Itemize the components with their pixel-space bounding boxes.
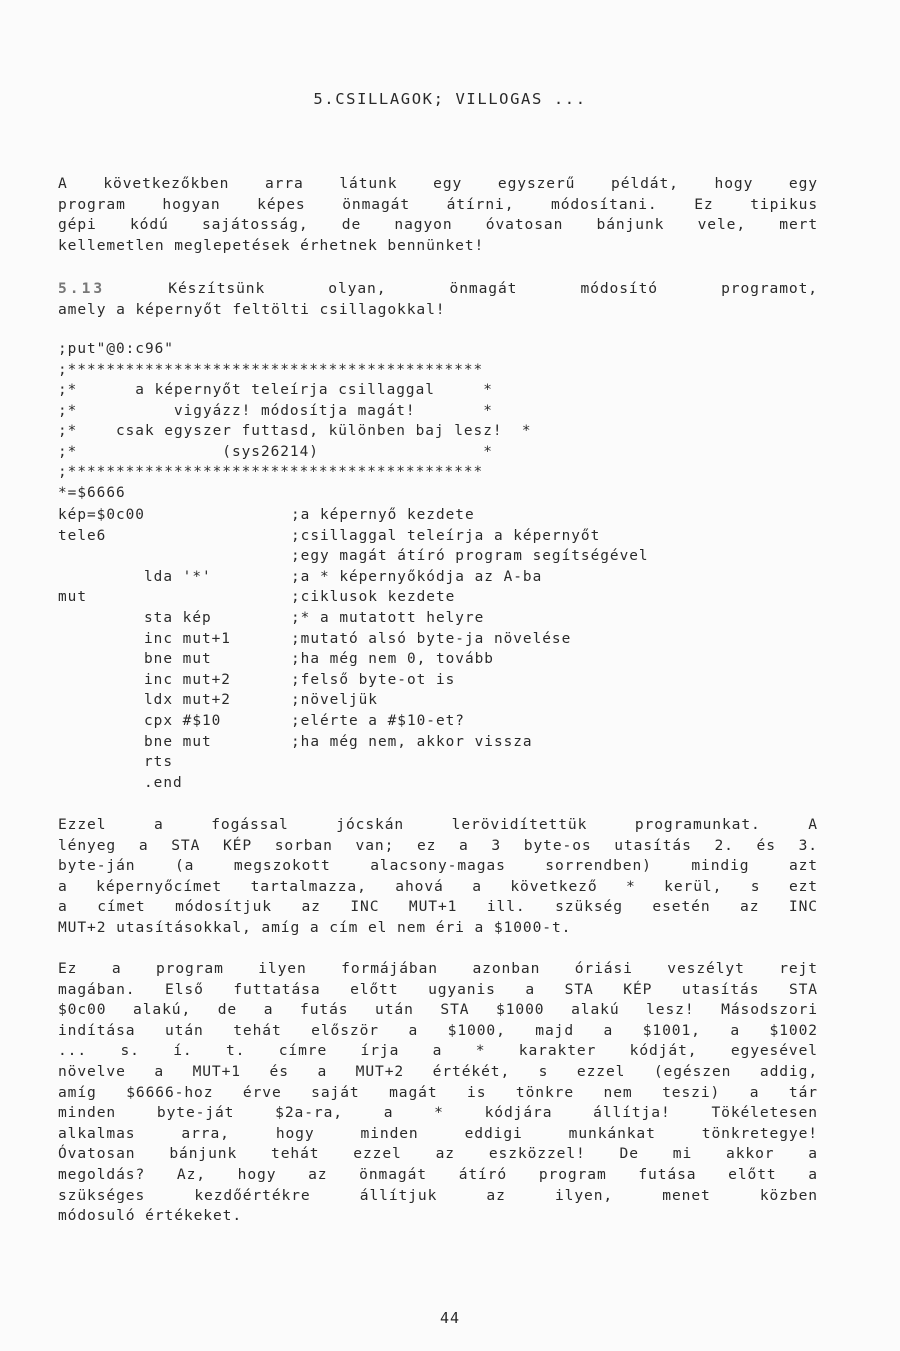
code-instruction: lda '*' <box>144 568 212 585</box>
code-comment: ;a * képernyőkódja az A-ba <box>291 568 543 585</box>
text-line: Ez a program ilyen formájában azonban óriási veszélyt rejt <box>58 960 818 977</box>
text-line: növelve a MUT+1 és a MUT+2 értékét, s ezzel (egészen addig, <box>58 1062 818 1080</box>
text-line: megoldás? Az, hogy az önmagát átíró program futása előtt a <box>58 1165 818 1183</box>
text-line: Ezzel a fogással jócskán lerövidítettük programunkat. A <box>58 816 818 833</box>
text-line: MUT+2 utasításokkal, amíg a cím el nem éri a $1000-t. <box>58 918 572 936</box>
code-instruction: sta kép <box>144 609 212 626</box>
code-line: ;* vigyázz! módosítja magát! * <box>58 402 493 419</box>
text-line: amíg $6666-hoz érve saját magát is tönkre nem teszi) a tár <box>58 1083 818 1101</box>
code-line: ;******************************************* <box>58 361 484 378</box>
page-number: 44 <box>439 1309 461 1327</box>
code-comment: ;* a mutatott helyre <box>291 609 485 626</box>
page-title: 5.CSILLAGOK; VILLOGAS ... <box>313 90 587 108</box>
code-instruction: bne mut <box>144 651 212 668</box>
intro-paragraph <box>58 174 818 256</box>
code-comment: ;mutató alsó byte-ja növelése <box>291 630 572 647</box>
code-instruction: bne mut <box>144 733 212 750</box>
task-paragraph <box>58 279 818 320</box>
text-line: alkalmas arra, hogy minden eddigi munkánkat tönkretegye! <box>58 1124 818 1142</box>
text-line: kellemetlen meglepetések érhetnek bennünket! <box>58 236 485 254</box>
text-line: program hogyan képes önmagát átírni, módosítani. Ez tipikus <box>58 195 818 213</box>
code-instruction: .end <box>144 774 183 791</box>
text-line: a képernyőcímet tartalmazza, ahová a következő * kerül, s ezt <box>58 877 818 895</box>
code-line: *=$6666 <box>58 484 126 501</box>
task-first-line <box>58 279 818 300</box>
code-comment: ;ha még nem 0, tovább <box>291 651 494 668</box>
code-instruction: inc mut+2 <box>144 671 231 688</box>
text-line: Óvatosan bánjunk tehát ezzel az eszközzel! De mi akkor a <box>58 1145 818 1163</box>
text-line: lényeg a STA KÉP sorban van; ez a 3 byte-os utasítás 2. és 3. <box>58 836 818 854</box>
code-comment: ;felső byte-ot is <box>291 671 456 688</box>
code-label: kép=$0c00 <box>58 507 145 523</box>
code-instruction: rts <box>144 754 173 771</box>
text-line: $0c00 alakú, de a futás után STA $1000 alakú lesz! Másodszori <box>58 1001 818 1019</box>
code-comment: ;csillaggal teleírja a képernyőt <box>291 527 601 544</box>
text-line: minden byte-ját $2a-ra, a * kódjára állítja! Tökéletesen <box>58 1104 818 1122</box>
code-instruction: ldx mut+2 <box>144 692 231 709</box>
warning-paragraph <box>58 959 818 1227</box>
text-line: byte-ján (a megszokott alacsony-magas sorrendben) mindig azt <box>58 857 818 875</box>
code-label: mut <box>58 589 87 606</box>
text-line: indítása után tehát először a $1000, majd a $1001, a $1002 <box>58 1021 818 1039</box>
code-line: ;put"@0:c96" <box>58 341 174 357</box>
code-comment: ;növeljük <box>291 692 378 709</box>
code-line: ;* (sys26214) * <box>58 443 493 460</box>
text-line: módosuló értékeket. <box>58 1207 243 1225</box>
text-line: A következőkben arra látunk egy egyszerű példát, hogy egy <box>58 175 818 192</box>
code-comment: ;egy magát átíró program segítségével <box>291 548 649 565</box>
text-line: ... s. í. t. címre írja a * karakter kódját, egyesével <box>58 1042 818 1060</box>
code-comment: ;ha még nem, akkor vissza <box>291 733 533 750</box>
text-line: magában. Első futtatása előtt ugyanis a STA KÉP utasítás STA <box>58 980 818 998</box>
task-number: 5.13 <box>58 280 106 297</box>
code-line: ;******************************************* <box>58 464 484 480</box>
text-line: szükséges kezdőértékre állítjuk az ilyen, menet közben <box>58 1186 818 1204</box>
text-line: gépi kódú sajátosság, de nagyon óvatosan bánjunk vele, mert <box>58 216 818 234</box>
task-text: Készítsünk olyan, önmagát módosító programot, <box>168 280 818 297</box>
code-comment: ;a képernyő kezdete <box>291 507 475 523</box>
text-line: a címet módosítjuk az INC MUT+1 ill. szükség esetén az INC <box>58 898 818 916</box>
code-instruction: cpx #$10 <box>144 712 222 729</box>
code-comment: ;elérte a #$10-et? <box>291 712 465 729</box>
code-line: ;* a képernyőt teleírja csillaggal * <box>58 382 493 398</box>
code-label: tele6 <box>58 527 107 544</box>
code-instruction: inc mut+1 <box>144 630 231 647</box>
code-line: ;* csak egyszer futtasd, különben baj lesz! * <box>58 423 532 439</box>
code-header-block <box>58 339 678 503</box>
text-line: amely a képernyőt feltölti csillagokkal! <box>58 300 446 318</box>
code-comment: ;ciklusok kezdete <box>291 589 456 606</box>
explanation-paragraph <box>58 815 818 939</box>
